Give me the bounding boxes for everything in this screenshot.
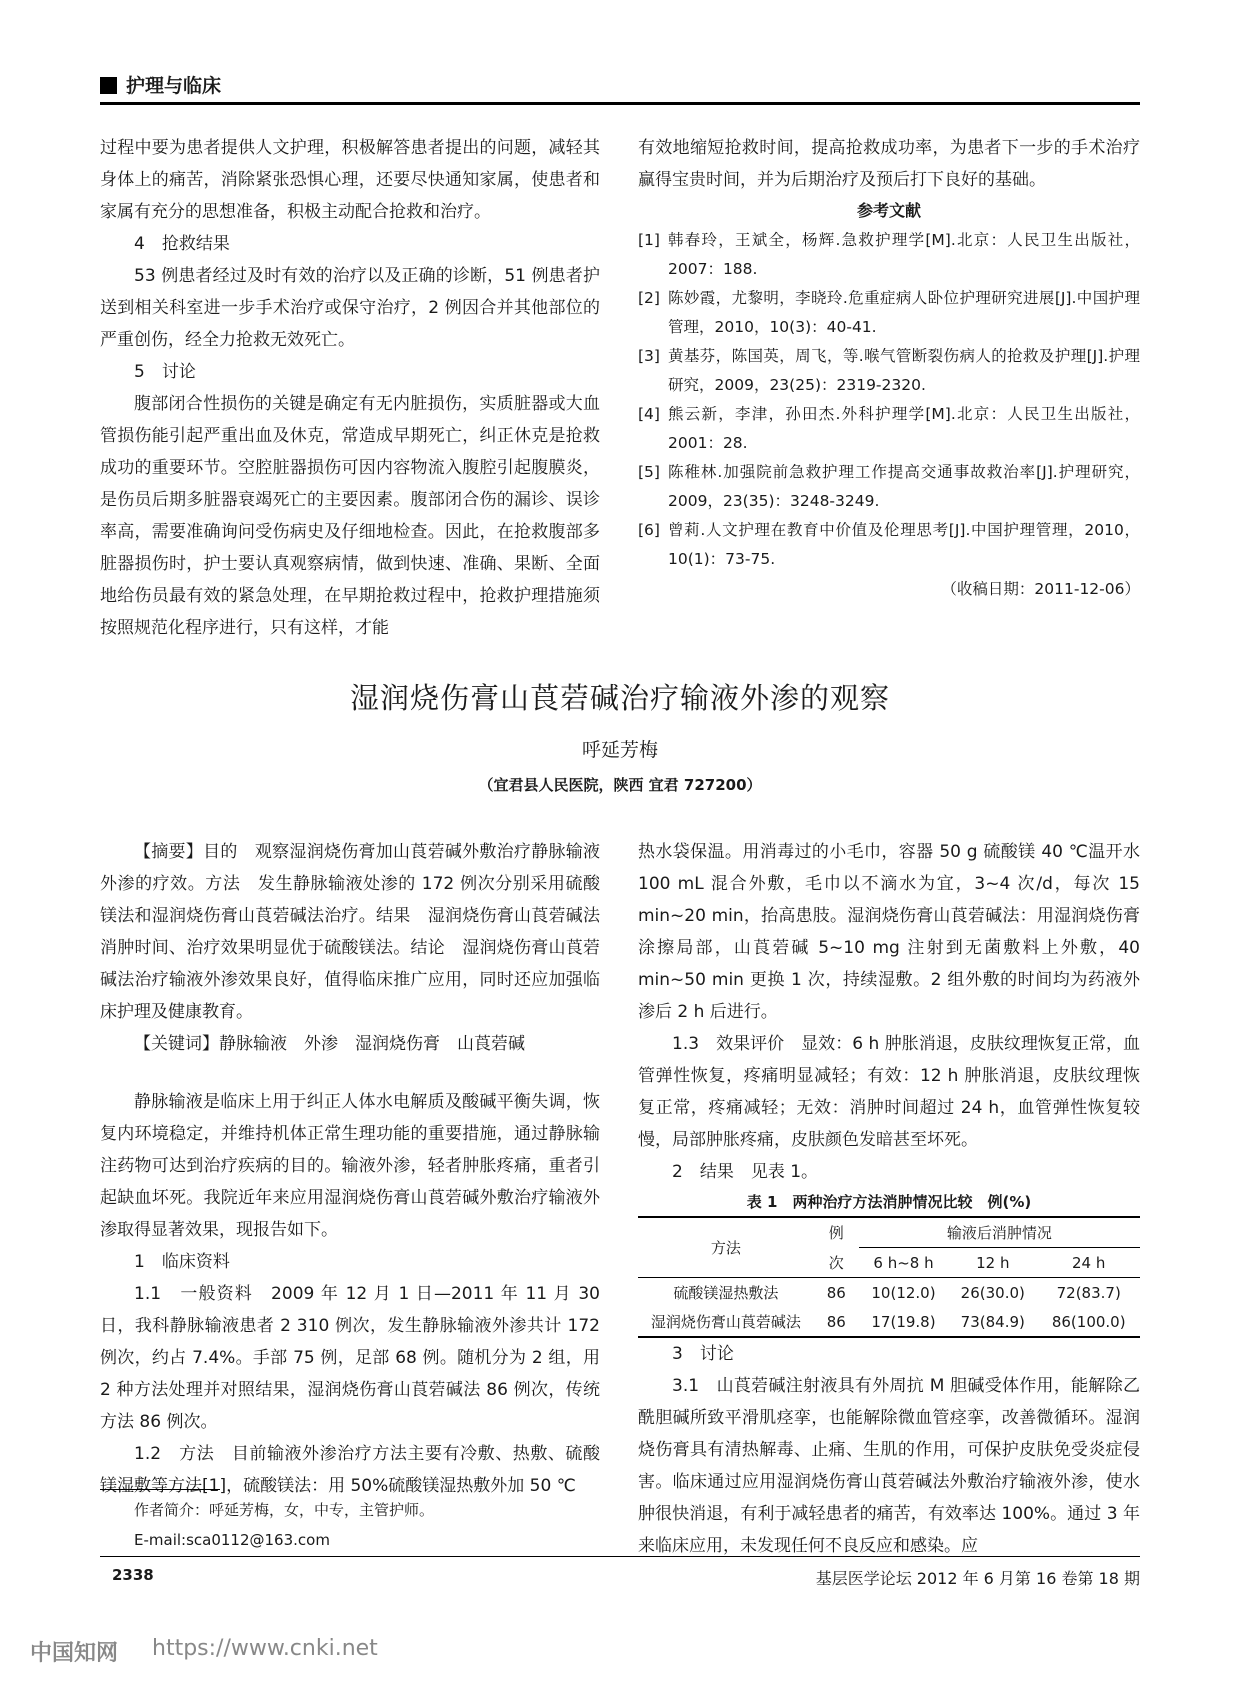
references-title: 参考文献 — [856, 201, 921, 220]
abstract: 【摘要】目的 观察湿润烧伤膏加山莨菪碱外敷治疗静脉输液外渗的疗效。方法 发生静脉输液处渗的 172 例次分别采用硫酸镁法和湿润烧伤膏山莨菪碱法治疗。结果 湿润烧伤膏山莨菪碱法消肿时间、治疗效果明显优于硫酸镁法。结论 湿润烧伤膏山莨菪碱法治疗输液外渗效果良好，值得临床推广应用，同时还应加强临床护理及健康教育。 — [100, 842, 600, 1022]
reference-text: 韩春玲，王斌全，杨辉.急救护理学[M].北京：人民卫生出版社，2007：188. — [668, 231, 1140, 278]
results-table — [638, 1216, 1140, 1338]
table-cell: 17(19.8) — [859, 1307, 948, 1337]
right-column-bottom — [638, 836, 1140, 1562]
paragraph: 有效地缩短抢救时间，提高抢救成功率，为患者下一步的手术治疗赢得宝贵时间，并为后期治疗及预后打下良好的基础。 — [638, 138, 1140, 190]
reference-number: [5] — [638, 463, 660, 481]
paragraph: 过程中要为患者提供人文护理，积极解答患者提出的问题，减轻其身体上的痛苦，消除紧张恐惧心理，还要尽快通知家属，使患者和家属有充分的思想准备，积极主动配合抢救和治疗。 — [100, 138, 600, 222]
keywords: 【关键词】静脉输液 外渗 湿润烧伤膏 山莨菪碱 — [134, 1034, 525, 1054]
paragraph: 热水袋保温。用消毒过的小毛巾，容器 50 g 硫酸镁 40 ℃温开水 100 mL 混合外敷，毛巾以不滴水为宜，3~4 次/d，每次 15 min~20 min，抬高患肢。湿润烧伤膏山莨菪碱法：用湿润烧伤膏涂擦局部，山莨菪碱 5~10 mg 注射到无菌敷料上外敷，40 min~50 min 更换 1 次，持续湿敷。2 组外敷的时间均为药液外渗后 2 h 后进行。 — [638, 842, 1140, 1022]
right-column-top — [638, 132, 1140, 604]
reference-number: [6] — [638, 521, 660, 539]
table-cell: 86(100.0) — [1037, 1307, 1140, 1337]
table-cell: 72(83.7) — [1056, 1283, 1121, 1302]
reference-item — [638, 342, 1140, 400]
journal-info: 基层医学论坛 2012 年 6 月第 16 卷第 18 期 — [815, 1569, 1140, 1588]
table-cell: 26(30.0) — [960, 1283, 1025, 1302]
watermark-url[interactable]: https://www.cnki.net — [152, 1636, 378, 1661]
table-header-cell: 次 — [814, 1248, 859, 1278]
paragraph: 3.1 山莨菪碱注射液具有外周抗 M 胆碱受体作用，能解除乙酰胆碱所致平滑肌痉挛，也能解除微血管痉挛，改善微循环。湿润烧伤膏具有清热解毒、止痛、生肌的作用，可保护皮肤免受炎症侵害。临床通过应用湿润烧伤膏山莨菪碱法外敷治疗输液外渗，使水肿很快消退，有利于减轻患者的痛苦，有效率达 100%。通过 3 年来临床应用，未发现任何不良反应和感染。应 — [638, 1376, 1140, 1556]
table-cell: 86 — [814, 1307, 859, 1337]
footer-divider — [100, 1556, 1140, 1557]
reference-text: 熊云新，李津，孙田杰.外科护理学[M].北京：人民卫生出版社，2001：28. — [668, 405, 1140, 452]
header-square-icon — [100, 77, 117, 94]
table-header-cell: 24 h — [1037, 1248, 1140, 1278]
table-header-cell: 12 h — [948, 1248, 1037, 1278]
section-heading: 3 讨论 — [672, 1344, 734, 1364]
left-column-top — [100, 132, 600, 644]
table-cell: 86 — [826, 1283, 846, 1302]
table-header-row — [638, 1217, 1140, 1248]
section-heading: 2 结果 见表 1。 — [672, 1162, 819, 1182]
table-caption: 表 1 两种治疗方法消肿情况比较 例(%) — [746, 1193, 1032, 1211]
reference-list — [638, 226, 1140, 574]
table-cell: 湿润烧伤膏山莨菪碱法 — [638, 1307, 814, 1337]
author-email: E-mail:sca0112@163.com — [134, 1531, 330, 1549]
paragraph: 1.3 效果评价 显效：6 h 肿胀消退，皮肤纹理恢复正常，血管弹性恢复，疼痛明显减轻；有效：12 h 肿胀消退，皮肤纹理恢复正常，疼痛减轻；无效：消肿时间超过 24 h，血管弹性恢复较慢，局部肿胀疼痛，皮肤颜色发暗甚至坏死。 — [638, 1034, 1140, 1150]
reference-item — [638, 400, 1140, 458]
author-affiliation: （宜君县人民医院，陕西 宜君 727200） — [478, 776, 762, 794]
reference-item — [638, 226, 1140, 284]
paragraph: 腹部闭合性损伤的关键是确定有无内脏损伤，实质脏器或大血管损伤能引起严重出血及休克，常造成早期死亡，纠正休克是抢救成功的重要环节。空腔脏器损伤可因内容物流入腹腔引起腹膜炎，是伤员后期多脏器衰竭死亡的主要因素。腹部闭合伤的漏诊、误诊率高，需要准确询问受伤病史及仔细地检查。因此，在抢救腹部多脏器损伤时，护士要认真观察病情，做到快速、准确、果断、全面地给伤员最有效的紧急处理，在早期抢救过程中，抢救护理措施须按照规范化程序进行，只有这样，才能 — [100, 394, 600, 638]
paragraph: 静脉输液是临床上用于纠正人体水电解质及酸碱平衡失调，恢复内环境稳定，并维持机体正常生理功能的重要措施，通过静脉输注药物可达到治疗疾病的目的。输液外渗，轻者肿胀疼痛，重者引起缺血坏死。我院近年来应用湿润烧伤膏山莨菪碱外敷治疗输液外渗取得显著效果，现报告如下。 — [100, 1092, 600, 1240]
author-footnote — [100, 1495, 600, 1555]
reference-item — [638, 516, 1140, 574]
running-header — [100, 72, 1140, 105]
spacer — [100, 1060, 600, 1086]
reference-number: [3] — [638, 347, 660, 365]
reference-text: 陈妙霞，尤黎明，李晓玲.危重症病人卧位护理研究进展[J].中国护理管理，2010，10(3)：40-41. — [668, 289, 1140, 336]
footnote-divider — [100, 1489, 220, 1490]
reference-text: 曾莉.人文护理在教育中价值及伦理思考[J].中国护理管理，2010，10(1)：73-75. — [668, 521, 1140, 568]
reference-number: [2] — [638, 289, 660, 307]
page-number: 2338 — [112, 1566, 154, 1584]
section-title: 护理与临床 — [126, 75, 222, 97]
table-cell: 硫酸镁湿热敷法 — [673, 1284, 779, 1302]
author-bio: 作者简介：呼延芳梅，女，中专，主管护师。 — [134, 1501, 435, 1519]
reference-text: 陈稚林.加强院前急救护理工作提高交通事故救治率[J].护理研究，2009，23(35)：3248-3249. — [668, 463, 1140, 510]
received-date: （收稿日期：2011-12-06） — [941, 580, 1140, 598]
reference-number: [4] — [638, 405, 660, 423]
table-row — [638, 1278, 1140, 1308]
article-title: 湿润烧伤膏山莨菪碱治疗输液外渗的观察 — [349, 681, 890, 715]
table-cell: 73(84.9) — [948, 1307, 1037, 1337]
paragraph: 53 例患者经过及时有效的治疗以及正确的诊断，51 例患者护送到相关科室进一步手术治疗或保守治疗，2 例因合并其他部位的严重创伤，经全力抢救无效死亡。 — [100, 266, 600, 350]
section-heading: 1 临床资料 — [134, 1252, 230, 1272]
table-header-cell: 输液后消肿情况 — [859, 1217, 1140, 1248]
table-header-cell: 例 — [814, 1217, 859, 1248]
reference-number: [1] — [638, 231, 660, 249]
reference-item — [638, 458, 1140, 516]
table-row — [638, 1307, 1140, 1337]
left-column-bottom — [100, 836, 600, 1502]
section-heading: 5 讨论 — [134, 362, 196, 382]
author-name: 呼延芳梅 — [581, 739, 658, 761]
table-header-cell: 方法 — [638, 1217, 814, 1278]
section-heading: 4 抢救结果 — [134, 234, 230, 254]
paragraph: 1.1 一般资料 2009 年 12 月 1 日—2011 年 11 月 30 日，我科静脉输液患者 2 310 例次，发生静脉输液外渗共计 172 例次，约占 7.4%。手部 75 例，足部 68 例。随机分为 2 组，用 2 种方法处理并对照结果，湿润烧伤膏山莨菪碱法 86 例次，传统方法 86 例次。 — [100, 1284, 600, 1432]
reference-text: 黄基芬，陈国英，周飞，等.喉气管断裂伤病人的抢救及护理[J].护理研究，2009，23(25)：2319-2320. — [668, 347, 1140, 394]
table-header-cell: 6 h~8 h — [859, 1248, 948, 1278]
paragraph: 1.2 方法 目前输液外渗治疗方法主要有冷敷、热敷、硫酸镁湿敷等方法[1]，硫酸镁法：用 50%硫酸镁湿热敷外加 50 ℃ — [100, 1444, 600, 1496]
table-cell: 10(12.0) — [871, 1283, 936, 1302]
watermark-brand: 中国知网 — [30, 1641, 119, 1666]
reference-item — [638, 284, 1140, 342]
